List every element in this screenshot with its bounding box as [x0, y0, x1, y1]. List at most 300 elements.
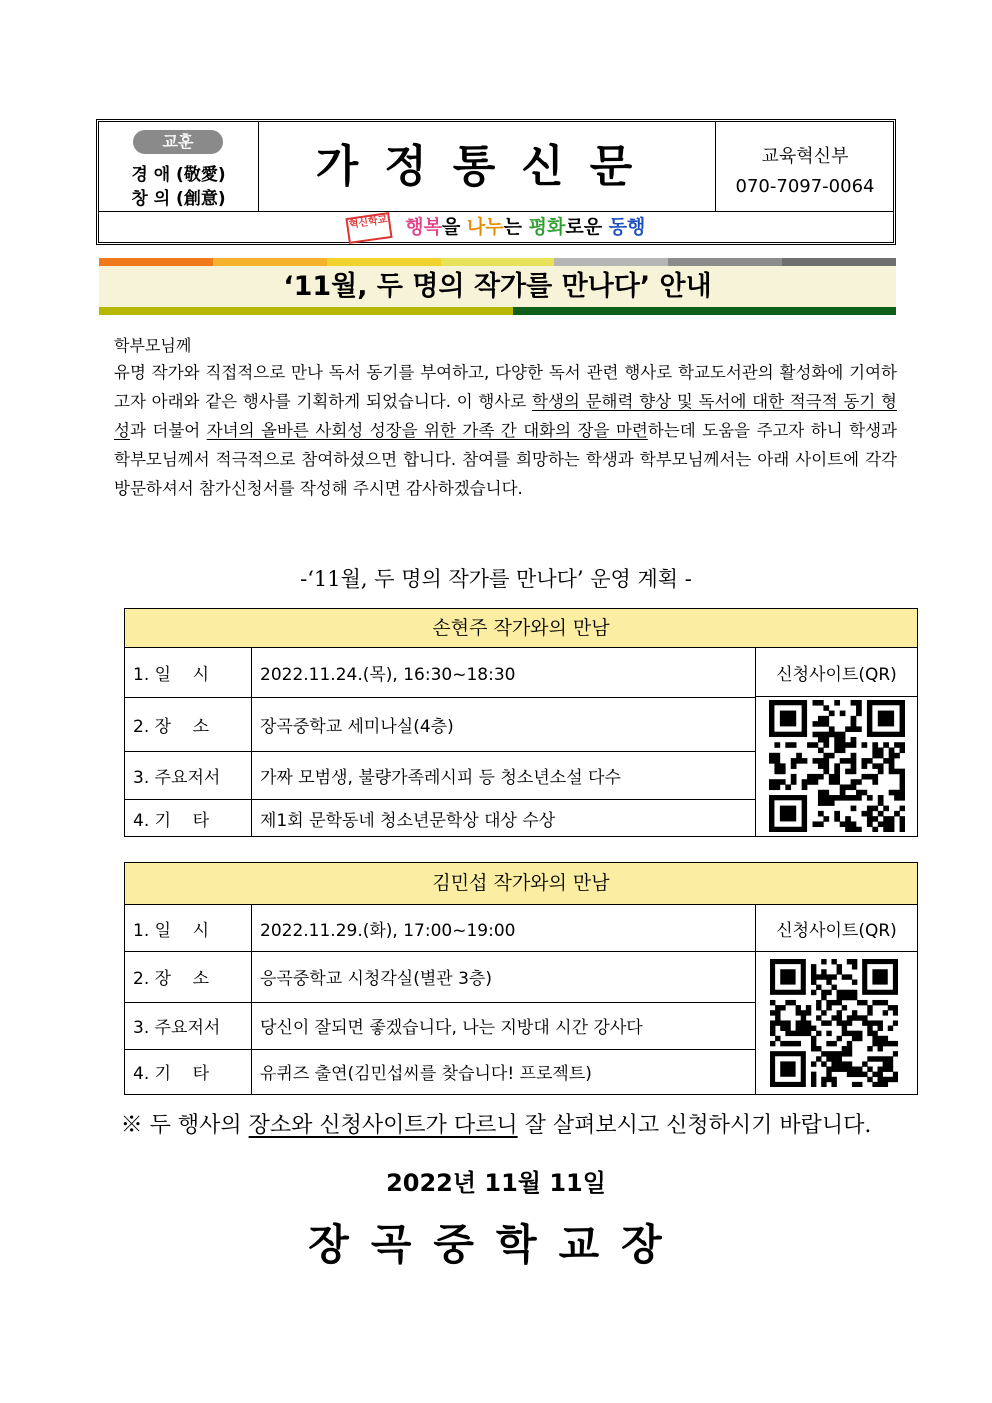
qr-module — [770, 1031, 775, 1036]
qr-module — [837, 1015, 842, 1020]
qr-module — [878, 1056, 883, 1061]
qr-module — [852, 964, 857, 969]
qr-module — [818, 800, 824, 806]
qr-module — [826, 990, 831, 995]
row-value: 장곡중학교 세미나실(4층) — [252, 697, 756, 751]
qr-module — [834, 774, 840, 780]
qr-module — [872, 742, 878, 748]
qr-module — [774, 753, 780, 759]
qr-module — [872, 1036, 877, 1041]
qr-module — [813, 742, 819, 748]
qr-module — [818, 721, 824, 727]
qr-module — [791, 763, 797, 769]
qr-finder — [780, 806, 796, 822]
qr-module — [821, 1077, 826, 1082]
motto-line-2: 창 의 (創意) — [131, 189, 226, 209]
notice-title-banner: ‘11월, 두 명의 작가를 만나다’ 안내 — [99, 266, 896, 307]
qr-module — [806, 1031, 811, 1036]
qr-module — [856, 790, 862, 796]
emphasis-text: 학생의 문해력 향상 및 독서에 대한 적극적 동기 형성 — [114, 392, 897, 440]
greeting: 학부모님께 — [114, 336, 192, 355]
qr-module — [893, 1005, 898, 1010]
qr-module — [774, 763, 780, 769]
qr-module — [878, 1041, 883, 1046]
qr-module — [834, 732, 840, 738]
qr-module — [790, 1041, 795, 1046]
qr-module — [883, 1041, 888, 1046]
qr-module — [769, 779, 775, 785]
qr-module — [837, 969, 842, 974]
qr-module — [831, 1077, 836, 1082]
qr-module — [774, 779, 780, 785]
qr-module — [802, 784, 808, 790]
qr-module — [821, 1082, 826, 1087]
qr-module — [807, 774, 813, 780]
qr-module — [845, 726, 851, 732]
qr-module — [821, 1051, 826, 1056]
qr-module — [834, 748, 840, 754]
qr-module — [878, 800, 884, 806]
qr-module — [811, 1041, 816, 1046]
qr-module — [823, 816, 829, 822]
qr-module — [837, 1036, 842, 1041]
qr-module — [900, 790, 905, 796]
qr-module — [826, 1005, 831, 1010]
qr-module — [857, 1000, 862, 1005]
qr-module — [801, 1031, 806, 1036]
qr-module — [852, 959, 857, 964]
qr-module — [829, 711, 835, 717]
qr-module — [867, 1067, 872, 1072]
qr-module — [829, 726, 835, 732]
qr-module — [831, 1015, 836, 1020]
qr-module — [883, 1082, 888, 1087]
qr-finder — [780, 969, 795, 984]
qr-module — [829, 774, 835, 780]
qr-module — [867, 1010, 872, 1015]
qr-module — [834, 816, 840, 822]
qr-label: 신청사이트(QR) — [756, 648, 917, 697]
qr-module — [893, 1051, 898, 1056]
qr-module — [796, 1031, 801, 1036]
qr-module — [813, 774, 819, 780]
qr-module — [883, 1010, 888, 1015]
qr-module — [796, 1005, 801, 1010]
qr-module — [811, 969, 816, 974]
qr-module — [834, 763, 840, 769]
qr-module — [785, 1020, 790, 1025]
qr-module — [900, 779, 905, 785]
qr-module — [821, 1010, 826, 1015]
qr-module — [769, 758, 775, 764]
qr-module — [840, 821, 846, 827]
qr-module — [867, 816, 873, 822]
qr-module — [847, 959, 852, 964]
department-name: 교육혁신부 — [761, 146, 849, 167]
qr-module — [852, 1031, 857, 1036]
qr-module — [888, 1026, 893, 1031]
notice-line — [0, 1108, 992, 1139]
paragraph-text: 유명 작가와 직접적으로 만나 독서 동기를 부여하고, 다양한 독서 관련 행사로 학교도서관의 활성화에 기여하고자 아래와 같은 행사를 기획하게 되었습니다. 이 행사로 — [114, 363, 897, 411]
row-label: 1. 일 시 — [125, 905, 252, 951]
qr-module — [842, 1051, 847, 1056]
qr-module — [818, 763, 824, 769]
qr-module — [861, 790, 867, 796]
qr-module — [823, 716, 829, 722]
qr-module — [821, 990, 826, 995]
banner-top-color-bar — [99, 258, 896, 266]
qr-module — [893, 1020, 898, 1025]
qr-module — [872, 1082, 877, 1087]
qr-module — [802, 779, 808, 785]
qr-module — [801, 1026, 806, 1031]
qr-module — [883, 1000, 888, 1005]
qr-module — [894, 790, 900, 796]
qr-module — [862, 1020, 867, 1025]
qr-module — [856, 700, 862, 706]
qr-module — [856, 827, 862, 832]
qr-module — [801, 1010, 806, 1015]
qr-module — [851, 784, 857, 790]
qr-module — [883, 1036, 888, 1041]
qr-module — [900, 827, 905, 832]
qr-module — [834, 811, 840, 817]
qr-module — [862, 1061, 867, 1066]
qr-module — [847, 1051, 852, 1056]
qr-module — [840, 732, 846, 738]
qr-module — [878, 811, 884, 817]
qr-module — [831, 1061, 836, 1066]
qr-module — [872, 1020, 877, 1025]
qr-module — [823, 800, 829, 806]
qr-module — [816, 1000, 821, 1005]
qr-module — [856, 779, 862, 785]
qr-module — [857, 1036, 862, 1041]
qr-module — [801, 1020, 806, 1025]
qr-module — [813, 721, 819, 727]
qr-module — [811, 1077, 816, 1082]
qr-module — [818, 700, 824, 706]
qr-module — [774, 758, 780, 764]
qr-module — [889, 763, 895, 769]
qr-module — [823, 732, 829, 738]
qr-module — [878, 821, 884, 827]
qr-module — [834, 737, 840, 743]
qr-module — [851, 806, 857, 812]
qr-module — [811, 979, 816, 984]
row-value: 2022.11.29.(화), 17:00~19:00 — [252, 905, 756, 951]
qr-module — [811, 1046, 816, 1051]
school-slogan — [99, 211, 893, 243]
qr-module — [790, 1031, 795, 1036]
qr-module — [867, 821, 873, 827]
qr-module — [811, 1061, 816, 1066]
qr-module — [872, 806, 878, 812]
qr-module — [811, 964, 816, 969]
qr-module — [851, 827, 857, 832]
qr-module — [816, 1056, 821, 1061]
qr-module — [826, 1077, 831, 1082]
qr-module — [826, 974, 831, 979]
qr-module — [867, 1005, 872, 1010]
qr-module — [867, 795, 873, 801]
qr-module — [893, 1072, 898, 1077]
qr-module — [840, 758, 846, 764]
qr-module — [823, 769, 829, 775]
qr-module — [834, 700, 840, 706]
event-table-2 — [124, 862, 918, 1095]
slogan-part: 는 — [503, 216, 529, 238]
qr-module — [840, 784, 846, 790]
qr-module — [878, 1036, 883, 1041]
qr-module — [834, 742, 840, 748]
qr-module — [878, 763, 884, 769]
principal-signature: 장곡중학교장 — [308, 1220, 684, 1269]
qr-module — [889, 821, 895, 827]
slogan-part: 나누 — [466, 216, 504, 238]
qr-module — [831, 1067, 836, 1072]
qr-module — [837, 1000, 842, 1005]
qr-module — [823, 737, 829, 743]
color-bar-segment — [327, 258, 441, 266]
qr-module — [851, 763, 857, 769]
qr-module — [851, 753, 857, 759]
qr-module — [851, 721, 857, 727]
qr-module — [888, 1056, 893, 1061]
department-phone: 070-7097-0064 — [735, 176, 875, 197]
qr-module — [867, 1026, 872, 1031]
qr-module — [816, 1015, 821, 1020]
qr-module — [852, 1082, 857, 1087]
qr-module — [791, 774, 797, 780]
qr-module — [889, 790, 895, 796]
qr-module — [840, 795, 846, 801]
qr-module — [826, 1067, 831, 1072]
qr-module — [851, 742, 857, 748]
qr-module — [811, 974, 816, 979]
qr-module — [823, 721, 829, 727]
qr-module — [883, 1067, 888, 1072]
qr-module — [888, 1005, 893, 1010]
qr-module — [831, 959, 836, 964]
color-bar-segment — [513, 307, 896, 315]
qr-module — [826, 1072, 831, 1077]
qr-module — [818, 811, 824, 817]
qr-module — [840, 748, 846, 754]
qr-module — [878, 753, 884, 759]
event-title: 김민섭 작가와의 만남 — [125, 863, 917, 905]
qr-module — [847, 1031, 852, 1036]
qr-module — [821, 959, 826, 964]
qr-module — [889, 753, 895, 759]
qr-module — [867, 1031, 872, 1036]
qr-module — [847, 1072, 852, 1077]
qr-module — [847, 1020, 852, 1025]
qr-module — [861, 758, 867, 764]
qr-module — [770, 1026, 775, 1031]
qr-module — [851, 726, 857, 732]
qr-module — [801, 1015, 806, 1020]
qr-module — [842, 1020, 847, 1025]
qr-module — [851, 737, 857, 743]
qr-module — [806, 1026, 811, 1031]
qr-module — [852, 1067, 857, 1072]
row-label: 4. 기 타 — [125, 799, 252, 837]
qr-module — [878, 1020, 883, 1025]
qr-module — [889, 758, 895, 764]
qr-module — [856, 711, 862, 717]
qr-module — [818, 795, 824, 801]
qr-module — [856, 726, 862, 732]
color-bar-segment — [668, 258, 782, 266]
qr-module — [867, 806, 873, 812]
qr-module — [852, 979, 857, 984]
qr-module — [867, 1046, 872, 1051]
qr-module — [837, 1010, 842, 1015]
qr-module — [791, 779, 797, 785]
qr-module — [883, 1056, 888, 1061]
qr-module — [811, 1026, 816, 1031]
qr-module — [791, 758, 797, 764]
qr-module — [837, 1067, 842, 1072]
qr-module — [842, 1005, 847, 1010]
qr-module — [842, 974, 847, 979]
qr-module — [893, 1041, 898, 1046]
qr-finder — [780, 711, 796, 727]
qr-module — [857, 1082, 862, 1087]
qr-module — [775, 1015, 780, 1020]
qr-module — [837, 964, 842, 969]
qr-module — [816, 1031, 821, 1036]
qr-module — [900, 821, 905, 827]
qr-module — [872, 1031, 877, 1036]
qr-module — [872, 1072, 877, 1077]
qr-module — [862, 1015, 867, 1020]
qr-module — [852, 1072, 857, 1077]
qr-module — [769, 753, 775, 759]
qr-module — [816, 1005, 821, 1010]
qr-module — [861, 763, 867, 769]
qr-module — [872, 1000, 877, 1005]
qr-module — [837, 1051, 842, 1056]
qr-module — [852, 990, 857, 995]
qr-module — [862, 1072, 867, 1077]
qr-module — [780, 763, 786, 769]
qr-module — [894, 769, 900, 775]
qr-module — [837, 1061, 842, 1066]
qr-module — [900, 748, 905, 754]
paragraph-text: 과 더불어 — [129, 421, 207, 440]
qr-module — [826, 1041, 831, 1046]
qr-code-icon[interactable] — [770, 959, 898, 1087]
paragraph-text: 하는데 도움을 주고자 하니 학생과 학부모님께서 적극적으로 참여하셨으면 합니다. 참여를 희망하는 학생과 학부모님께서는 아래 사이트에 각각 방문하셔서 참가신청서를 작성해 주시면 감사하겠습니다. — [114, 421, 897, 498]
qr-module — [821, 969, 826, 974]
qr-module — [900, 795, 905, 801]
qr-module — [883, 816, 889, 822]
qr-module — [821, 974, 826, 979]
color-bar-segment — [554, 258, 668, 266]
emphasis-text: 자녀의 올바른 사회성 성장을 위한 가족 간 대화의 장을 마련 — [206, 421, 648, 440]
qr-module — [823, 758, 829, 764]
qr-module — [785, 1026, 790, 1031]
qr-module — [769, 784, 775, 790]
qr-module — [791, 742, 797, 748]
qr-module — [883, 827, 889, 832]
qr-module — [796, 753, 802, 759]
innovation-school-stamp: 혁신학교 — [345, 212, 392, 244]
qr-module — [823, 795, 829, 801]
plan-title: -‘11월, 두 명의 작가를 만나다’ 운영 계획 - — [300, 567, 692, 591]
qr-module — [770, 1010, 775, 1015]
intro-paragraph — [114, 358, 897, 503]
qr-module — [851, 700, 857, 706]
qr-module — [867, 774, 873, 780]
qr-module — [834, 795, 840, 801]
notice-suffix: 잘 살펴보시고 신청하시기 바랍니다. — [517, 1113, 872, 1138]
qr-module — [785, 784, 791, 790]
qr-module — [780, 1026, 785, 1031]
qr-module — [775, 1020, 780, 1025]
qr-module — [894, 795, 900, 801]
slogan-part: 동행 — [608, 216, 646, 238]
qr-module — [818, 821, 824, 827]
color-bar-segment — [99, 258, 213, 266]
color-bar-segment — [213, 258, 327, 266]
row-value: 유퀴즈 출연(김민섭씨를 찾습니다! 프로젝트) — [252, 1049, 756, 1094]
qr-module — [837, 1056, 842, 1061]
qr-module — [829, 732, 835, 738]
qr-module — [826, 1051, 831, 1056]
row-label: 2. 장 소 — [125, 951, 252, 1002]
slogan-part: 로운 — [565, 216, 609, 238]
qr-module — [878, 795, 884, 801]
qr-module — [774, 784, 780, 790]
qr-module — [770, 1020, 775, 1025]
qr-module — [807, 742, 813, 748]
qr-module — [796, 1041, 801, 1046]
banner-bottom-color-bar — [99, 307, 896, 315]
motto-badge: 교훈 — [133, 130, 223, 154]
qr-module — [872, 1056, 877, 1061]
issue-date: 2022년 11월 11일 — [386, 1169, 606, 1197]
qr-module — [878, 1067, 883, 1072]
qr-module — [857, 1067, 862, 1072]
qr-module — [840, 790, 846, 796]
qr-module — [845, 758, 851, 764]
qr-module — [883, 806, 889, 812]
qr-module — [775, 1005, 780, 1010]
qr-code-icon[interactable] — [769, 700, 905, 832]
qr-module — [775, 1036, 780, 1041]
row-value: 당신이 잘되면 좋겠습니다, 나는 지방대 시간 강사다 — [252, 1002, 756, 1049]
qr-module — [851, 758, 857, 764]
slogan-part: 을 — [441, 216, 467, 238]
qr-module — [780, 1005, 785, 1010]
qr-finder — [780, 1061, 795, 1076]
slogan-part: 평화 — [528, 216, 566, 238]
event-title: 손현주 작가와의 만남 — [125, 609, 917, 648]
row-label: 3. 주요저서 — [125, 1002, 252, 1049]
qr-module — [883, 1061, 888, 1066]
qr-module — [847, 1015, 852, 1020]
qr-module — [813, 779, 819, 785]
color-bar-segment — [441, 258, 555, 266]
qr-module — [889, 769, 895, 775]
qr-module — [878, 769, 884, 775]
slogan-part: 행복 — [405, 216, 442, 238]
qr-module — [857, 1072, 862, 1077]
qr-module — [842, 1067, 847, 1072]
